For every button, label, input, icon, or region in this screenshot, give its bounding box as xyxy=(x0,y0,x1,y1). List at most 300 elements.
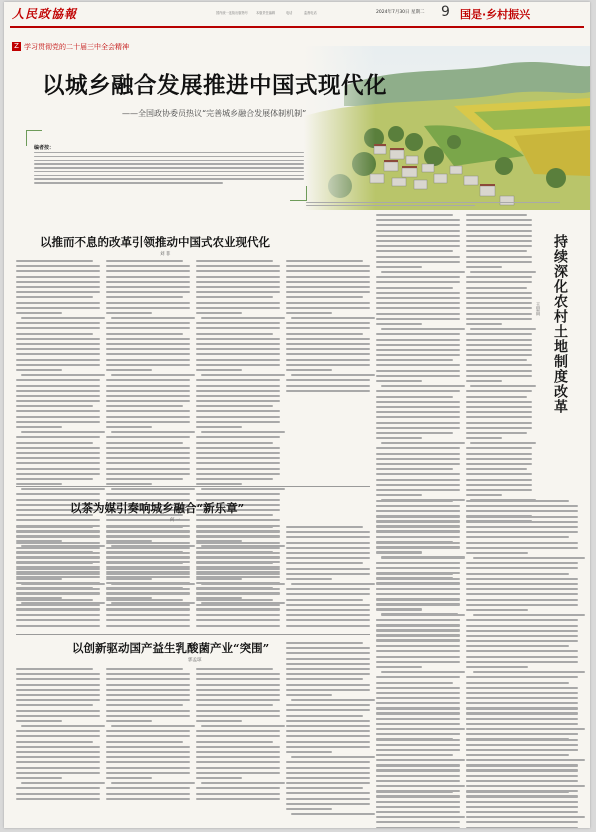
text-line xyxy=(376,599,460,601)
editor-note-label: 编者按： xyxy=(34,145,55,151)
text-line xyxy=(16,557,100,559)
text-line xyxy=(106,689,190,691)
text-line xyxy=(106,385,190,387)
text-line xyxy=(466,821,578,823)
text-line xyxy=(376,547,460,549)
text-line xyxy=(196,385,280,387)
text-line xyxy=(376,505,460,507)
text-line xyxy=(466,744,578,746)
masthead-rule xyxy=(10,26,584,28)
text-line xyxy=(286,751,332,753)
text-line xyxy=(16,720,62,722)
text-line xyxy=(286,343,370,345)
text-line xyxy=(376,521,460,523)
text-line xyxy=(376,718,460,720)
text-line xyxy=(16,609,100,611)
text-line xyxy=(466,230,532,232)
text-line xyxy=(376,811,422,813)
text-line xyxy=(286,536,370,538)
text-line xyxy=(196,599,273,601)
text-line xyxy=(196,756,280,758)
text-line xyxy=(16,416,100,418)
text-line xyxy=(376,738,453,740)
text-line xyxy=(16,593,100,595)
text-line xyxy=(376,276,460,278)
article-headline: 以创新驱动国产益生乳酸菌产业“突围” xyxy=(72,641,270,655)
text-line xyxy=(106,400,190,402)
text-line xyxy=(106,265,190,267)
text-line xyxy=(376,619,460,621)
text-line xyxy=(286,327,370,329)
text-line xyxy=(376,697,460,699)
text-line xyxy=(466,567,578,569)
text-line xyxy=(106,526,183,528)
text-line xyxy=(466,723,578,725)
text-line xyxy=(16,531,100,533)
article-body xyxy=(196,526,280,630)
text-line xyxy=(196,746,280,748)
text-line xyxy=(106,699,190,701)
text-line xyxy=(21,431,105,433)
masthead xyxy=(4,2,590,28)
text-line xyxy=(376,764,460,766)
text-line xyxy=(286,704,370,706)
text-line xyxy=(286,678,363,680)
text-line xyxy=(466,697,578,699)
text-line xyxy=(106,452,190,454)
text-line xyxy=(470,271,536,273)
text-line xyxy=(196,307,280,309)
text-line xyxy=(196,312,242,314)
text-line xyxy=(466,479,532,481)
text-line xyxy=(286,286,370,288)
text-line xyxy=(466,754,528,756)
text-line xyxy=(106,787,190,789)
text-line xyxy=(16,599,93,601)
text-line xyxy=(466,287,527,289)
text-line xyxy=(376,573,453,575)
text-line xyxy=(286,568,370,570)
text-line xyxy=(376,287,453,289)
text-line xyxy=(286,593,370,595)
text-line xyxy=(376,427,460,429)
text-line xyxy=(286,385,370,387)
text-line xyxy=(16,668,93,670)
text-line xyxy=(111,374,195,376)
text-line xyxy=(473,759,585,761)
text-line xyxy=(196,593,280,595)
text-line xyxy=(16,588,100,590)
text-line xyxy=(466,396,527,398)
text-line xyxy=(376,494,422,496)
text-line xyxy=(196,741,273,743)
text-line xyxy=(196,557,280,559)
text-line xyxy=(376,318,460,320)
text-line xyxy=(16,761,100,763)
text-line xyxy=(16,741,93,743)
text-line xyxy=(466,380,502,382)
text-line xyxy=(106,542,190,544)
text-line xyxy=(106,751,190,753)
text-line xyxy=(111,488,195,490)
text-line xyxy=(106,281,190,283)
text-line xyxy=(376,406,460,408)
text-line xyxy=(466,411,532,413)
text-line xyxy=(466,516,578,518)
text-line xyxy=(196,322,280,324)
text-line xyxy=(466,526,578,528)
section-title: 国是·乡村振兴 xyxy=(460,8,531,21)
text-line xyxy=(466,547,578,549)
text-line xyxy=(196,353,280,355)
text-line xyxy=(106,369,152,371)
newspaper-logo: 人民政協報 xyxy=(12,7,78,21)
text-line xyxy=(466,780,578,782)
text-line xyxy=(466,427,532,429)
text-line xyxy=(196,478,273,480)
text-line xyxy=(376,588,460,590)
text-line xyxy=(376,780,460,782)
page-subtitle: ——全国政协委员热议“完善城乡融合发展体制机制” xyxy=(122,109,307,118)
text-line xyxy=(381,328,465,330)
article-body xyxy=(466,214,532,525)
text-line xyxy=(16,787,100,789)
text-line xyxy=(466,354,532,356)
text-line xyxy=(376,484,460,486)
text-line xyxy=(376,230,460,232)
text-line xyxy=(286,353,370,355)
text-line xyxy=(466,609,528,611)
text-line xyxy=(473,557,585,559)
text-line xyxy=(106,286,190,288)
text-line xyxy=(106,468,190,470)
text-line xyxy=(16,468,100,470)
text-line xyxy=(376,240,460,242)
text-line xyxy=(376,749,460,751)
text-line xyxy=(16,265,100,267)
text-line xyxy=(466,604,578,606)
text-line xyxy=(196,457,280,459)
text-line xyxy=(376,235,460,237)
article-body xyxy=(16,526,100,630)
text-line xyxy=(16,260,93,262)
text-line xyxy=(376,297,460,299)
text-line xyxy=(196,542,280,544)
text-line xyxy=(196,536,280,538)
text-line xyxy=(21,374,105,376)
text-line xyxy=(286,359,370,361)
text-line xyxy=(106,761,190,763)
text-line xyxy=(376,313,460,315)
text-line xyxy=(16,493,100,495)
text-line xyxy=(466,370,532,372)
text-line xyxy=(16,436,100,438)
text-line xyxy=(106,410,190,412)
text-line xyxy=(196,333,273,335)
text-line xyxy=(286,647,370,649)
text-line xyxy=(196,260,273,262)
text-line xyxy=(16,462,100,464)
text-line xyxy=(106,573,190,575)
text-line xyxy=(16,379,100,381)
text-line xyxy=(16,369,62,371)
text-line xyxy=(376,682,453,684)
text-line xyxy=(376,769,460,771)
text-line xyxy=(381,557,465,559)
text-line xyxy=(196,730,280,732)
text-line xyxy=(286,715,363,717)
text-line xyxy=(196,343,280,345)
text-line xyxy=(376,473,460,475)
text-line xyxy=(376,432,453,434)
text-line xyxy=(376,712,460,714)
text-line xyxy=(16,573,100,575)
text-line xyxy=(21,725,105,727)
text-line xyxy=(286,526,363,528)
text-line xyxy=(106,426,152,428)
text-line xyxy=(201,431,285,433)
text-line xyxy=(106,416,190,418)
text-line xyxy=(286,379,370,381)
text-line xyxy=(16,405,93,407)
text-line xyxy=(16,291,100,293)
text-line xyxy=(106,473,190,475)
text-line xyxy=(196,405,273,407)
text-line xyxy=(466,573,569,575)
text-line xyxy=(106,684,190,686)
frame-corner xyxy=(306,186,307,201)
text-line xyxy=(376,827,460,829)
text-line xyxy=(106,715,190,717)
text-line xyxy=(376,785,460,787)
text-line xyxy=(466,437,502,439)
text-line xyxy=(16,519,100,521)
text-line xyxy=(201,374,285,376)
page-title: 以城乡融合发展推进中国式现代化 xyxy=(42,73,388,99)
text-line xyxy=(286,348,370,350)
text-line xyxy=(106,547,190,549)
text-line xyxy=(286,260,363,262)
text-line xyxy=(466,406,532,408)
text-line xyxy=(16,526,93,528)
text-line xyxy=(196,761,280,763)
text-line xyxy=(16,793,100,795)
text-line xyxy=(21,488,105,490)
text-line xyxy=(286,720,370,722)
text-line xyxy=(196,421,280,423)
text-line xyxy=(196,416,280,418)
text-line xyxy=(381,759,465,761)
text-line xyxy=(291,756,375,758)
article-body xyxy=(286,260,370,395)
text-line xyxy=(376,552,422,554)
text-line xyxy=(106,793,190,795)
text-line xyxy=(106,730,190,732)
text-line xyxy=(376,567,460,569)
text-line xyxy=(196,573,280,575)
text-line xyxy=(376,411,460,413)
masthead-info: 本版责任编辑 xyxy=(256,11,276,15)
text-line xyxy=(466,806,578,808)
text-line xyxy=(106,333,183,335)
text-line xyxy=(196,265,280,267)
text-line xyxy=(381,385,465,387)
text-line xyxy=(466,339,532,341)
text-line xyxy=(376,510,460,512)
text-line xyxy=(16,322,100,324)
text-line xyxy=(201,725,285,727)
text-line xyxy=(376,468,453,470)
text-line xyxy=(466,505,578,507)
text-line xyxy=(470,385,536,387)
text-line xyxy=(376,453,460,455)
vertical-headline: 持续深化农村土地制度改革 xyxy=(552,234,568,414)
text-line xyxy=(106,777,152,779)
text-line xyxy=(376,219,460,221)
text-line xyxy=(196,673,280,675)
text-line xyxy=(466,749,578,751)
text-line xyxy=(16,307,100,309)
text-line xyxy=(376,349,460,351)
section-divider xyxy=(16,634,370,635)
text-line xyxy=(16,447,100,449)
text-line xyxy=(16,798,100,800)
text-line xyxy=(466,578,578,580)
article-body xyxy=(286,642,370,818)
text-line xyxy=(376,536,453,538)
text-line xyxy=(16,359,100,361)
text-line xyxy=(16,364,100,366)
text-line xyxy=(376,500,453,502)
text-line xyxy=(106,578,152,580)
text-line xyxy=(466,276,532,278)
text-line xyxy=(466,297,532,299)
text-line xyxy=(286,599,363,601)
text-line xyxy=(286,578,332,580)
text-line xyxy=(376,609,422,611)
text-line xyxy=(196,552,280,554)
text-line xyxy=(106,746,190,748)
text-line xyxy=(16,689,100,691)
text-line xyxy=(466,422,532,424)
text-line xyxy=(16,348,100,350)
column-title: 学习贯彻党的二十届三中全会精神 xyxy=(24,43,129,51)
text-line xyxy=(196,447,280,449)
text-line xyxy=(196,787,280,789)
masthead-info: 电话 xyxy=(286,11,293,15)
text-line xyxy=(196,468,280,470)
article-byline: 郭孟琼 xyxy=(188,658,202,663)
text-line xyxy=(376,479,460,481)
text-line xyxy=(376,744,460,746)
text-line xyxy=(106,562,183,564)
text-line xyxy=(201,782,285,784)
text-line xyxy=(470,328,536,330)
text-line xyxy=(16,421,100,423)
text-line xyxy=(466,261,532,263)
text-line xyxy=(106,353,190,355)
text-line xyxy=(16,777,62,779)
text-line xyxy=(196,678,280,680)
text-line xyxy=(111,317,195,319)
text-line xyxy=(376,224,460,226)
text-line xyxy=(376,463,460,465)
text-line xyxy=(16,625,100,627)
text-line xyxy=(376,728,460,730)
text-line xyxy=(196,578,242,580)
text-line xyxy=(376,604,460,606)
text-line xyxy=(106,405,183,407)
text-line xyxy=(466,599,578,601)
text-line xyxy=(286,625,370,627)
text-line xyxy=(291,813,375,815)
text-line xyxy=(376,723,460,725)
text-line xyxy=(466,416,532,418)
text-line xyxy=(286,562,363,564)
text-line xyxy=(16,302,100,304)
text-line xyxy=(196,364,280,366)
text-line xyxy=(466,785,578,787)
text-line xyxy=(16,410,100,412)
text-line xyxy=(286,741,370,743)
text-line xyxy=(376,339,460,341)
text-line xyxy=(106,614,190,616)
text-line xyxy=(16,678,100,680)
text-line xyxy=(381,271,465,273)
text-line xyxy=(291,317,375,319)
text-line xyxy=(466,712,578,714)
text-line xyxy=(16,276,100,278)
text-line xyxy=(196,296,273,298)
text-line xyxy=(466,718,578,720)
text-line xyxy=(376,307,460,309)
article-byline: 何 一 xyxy=(170,518,181,523)
newspaper-page xyxy=(4,2,590,828)
text-line xyxy=(376,583,460,585)
text-line xyxy=(106,307,190,309)
text-line xyxy=(376,676,460,678)
text-line xyxy=(196,473,280,475)
text-line xyxy=(466,827,578,829)
text-line xyxy=(106,442,183,444)
text-line xyxy=(106,588,190,590)
text-line xyxy=(466,536,569,538)
text-line xyxy=(381,442,465,444)
text-line xyxy=(16,715,100,717)
text-line xyxy=(376,416,460,418)
text-line xyxy=(466,219,532,221)
text-line xyxy=(376,625,460,627)
text-line xyxy=(286,684,370,686)
text-line xyxy=(286,673,370,675)
text-line xyxy=(286,542,370,544)
text-line xyxy=(466,245,532,247)
text-line xyxy=(286,735,370,737)
text-line xyxy=(111,782,195,784)
text-line xyxy=(466,738,569,740)
text-line xyxy=(466,790,578,792)
text-line xyxy=(196,327,280,329)
text-line xyxy=(376,795,460,797)
text-line xyxy=(466,692,578,694)
text-line xyxy=(21,583,105,585)
text-line xyxy=(466,349,532,351)
text-line xyxy=(286,642,363,644)
text-line xyxy=(286,668,370,670)
text-line xyxy=(196,493,280,495)
text-line xyxy=(376,754,422,756)
text-line xyxy=(196,604,280,606)
